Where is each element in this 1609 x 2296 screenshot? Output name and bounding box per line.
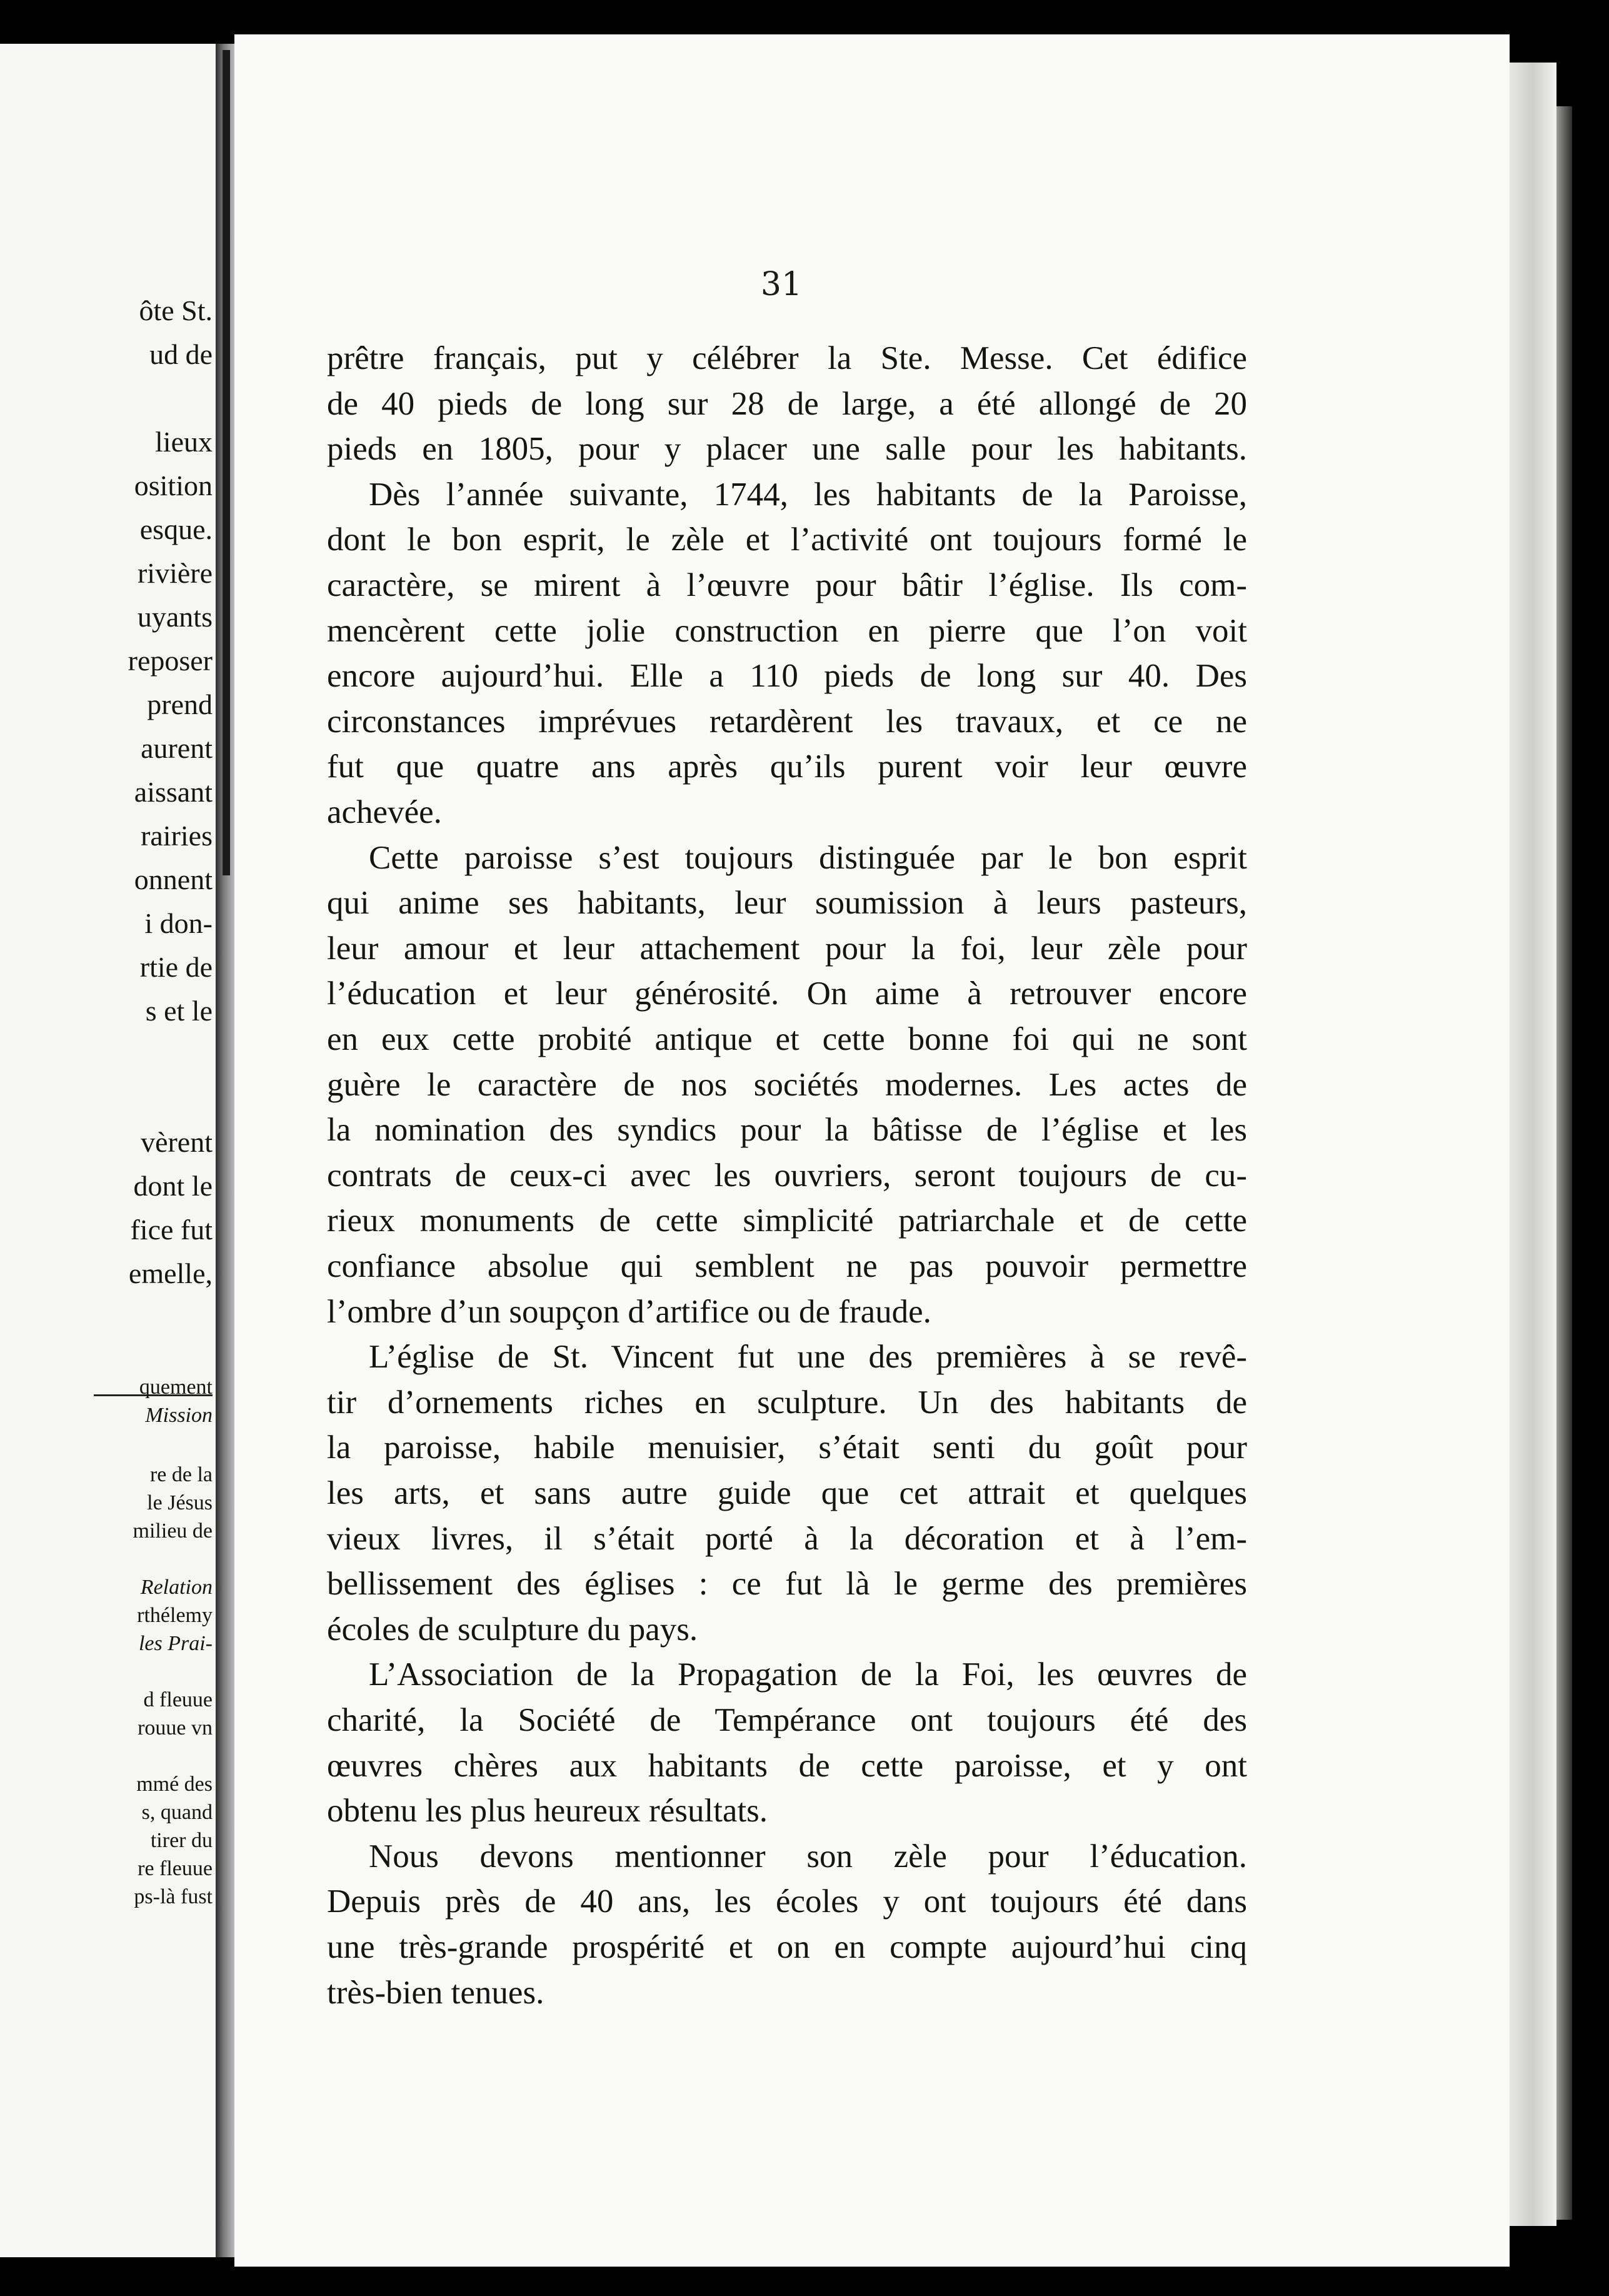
text-line: caractère, se mirent à l’œuvre pour bâtir l’église. Ils com- [327,567,1247,603]
left-page-line: emelle, [128,1257,213,1289]
left-page-line: rivière [137,557,213,589]
text-line: guère le caractère de nos sociétés modernes. Les actes de [327,1066,1247,1103]
text-line: obtenu les plus heureux résultats. [327,1793,768,1830]
text-line: Dès l’année suivante, 1744, les habitants de la Paroisse, [369,476,1247,513]
left-page-line: uyants [137,601,213,633]
left-page-footnote-line: tirer du [150,1829,213,1852]
text-line: Nous devons mentionner son zèle pour l’éducation. [369,1838,1247,1875]
text-line: l’ombre d’un soupçon d’artifice ou de fraude. [327,1293,931,1330]
text-line: de 40 pieds de long sur 28 de large, a été allongé de 20 [327,385,1247,422]
text-line: tir d’ornements riches en sculpture. Un des habitants de [327,1384,1247,1421]
text-line: mencèrent cette jolie construction en pierre que l’on voit [327,612,1247,649]
page-edge-shadow [1556,106,1572,2220]
text-line: une très-grande prospérité et on en compte aujourd’hui cinq [327,1929,1247,1965]
text-line: L’Association de la Propagation de la Foi, les œuvres de [369,1656,1247,1693]
left-page-footnote-line: s, quand [141,1801,213,1824]
left-page-footnote-line: re fleuue [138,1857,213,1880]
left-page-line: fice fut [130,1214,213,1246]
left-page-footnote-line: re de la [149,1463,213,1486]
left-page-line: rtie de [139,951,213,983]
text-line: prêtre français, put y célébrer la Ste. Messe. Cet édifice [327,340,1247,376]
left-page-line: s et le [145,995,213,1027]
text-line: la nomination des syndics pour la bâtisse de l’église et les [327,1112,1247,1149]
spine-shadow [223,50,230,875]
left-page-footnote-line: mmé des [136,1773,213,1796]
text-line: écoles de sculpture du pays. [327,1611,698,1648]
text-line: L’église de St. Vincent fut une des premières à se revê- [369,1339,1247,1376]
left-page-footnote-line: d fleuue [143,1688,213,1711]
text-line: qui anime ses habitants, leur soumission à leurs pasteurs, [327,885,1247,922]
left-page-line: ôte St. [139,295,213,326]
left-page-footnote-line: Mission [145,1404,213,1427]
text-line: Depuis près de 40 ans, les écoles y ont toujours été dans [327,1883,1247,1920]
text-line: œuvres chères aux habitants de cette paroisse, et y ont [327,1747,1247,1784]
text-line: dont le bon esprit, le zèle et l’activité ont toujours formé le [327,521,1247,558]
left-page-footnote-line: les Prai- [138,1632,213,1655]
page-edge [1510,63,1556,2226]
text-line: fut que quatre ans après qu’ils purent voir leur œuvre [327,748,1247,785]
left-page-line: dont le [133,1170,213,1202]
text-line: circonstances imprévues retardèrent les travaux, et ce ne [327,703,1247,740]
text-line: leur amour et leur attachement pour la foi, leur zèle pour [327,930,1247,967]
text-line: bellissement des églises : ce fut là le germe des premières [327,1566,1247,1603]
left-page-line: lieux [155,426,213,458]
text-line: rieux monuments de cette simplicité patriarchale et de cette [327,1202,1247,1239]
text-line: charité, la Société de Tempérance ont toujours été des [327,1702,1247,1738]
left-page-line: osition [134,470,213,501]
text-line: l’éducation et leur générosité. On aime à retrouver encore [327,975,1247,1012]
text-line: les arts, et sans autre guide que cet attrait et quelques [327,1475,1247,1511]
page-number: 31 [760,266,803,303]
left-page-footnote-line: le Jésus [147,1491,213,1514]
text-line: Cette paroisse s’est toujours distinguée par le bon esprit [369,839,1247,876]
left-page-line: i don- [144,907,213,939]
text-line: la paroisse, habile menuisier, s’était senti du goût pour [327,1429,1247,1466]
left-page-line: ud de [149,338,213,370]
left-page-line: aissant [134,776,213,808]
text-line: très-bien tenues. [327,1974,544,2011]
left-page-footnote-line: rthélemy [137,1604,213,1627]
left-page-line: aurent [141,732,213,764]
left-page-line: esque. [139,513,213,545]
left-page-line: vèrent [141,1126,213,1158]
left-page-footnote-line: quement [139,1376,213,1399]
text-line: achevée. [327,794,442,830]
text-line: contrats de ceux-ci avec les ouvriers, seront toujours de cu- [327,1157,1247,1194]
left-page-line: rairies [141,820,213,852]
text-line: pieds en 1805, pour y placer une salle pour les habitants. [327,431,1247,468]
left-page-line: onnent [134,864,213,895]
text-line: encore aujourd’hui. Elle a 110 pieds de long sur 40. Des [327,658,1247,695]
text-line: vieux livres, il s’était porté à la décoration et à l’em- [327,1520,1247,1557]
left-page-footnote-line: rouue vn [138,1716,213,1740]
left-page-line: prend [147,688,213,720]
left-page-footnote-line: Relation [140,1576,213,1599]
left-facing-page [0,44,216,2257]
text-line: en eux cette probité antique et cette bonne foi qui ne sont [327,1021,1247,1057]
left-page-footnote-line: ps-là fust [134,1885,213,1908]
left-page-line: reposer [128,645,213,677]
left-page-footnote-line: milieu de [133,1519,213,1543]
text-line: confiance absolue qui semblent ne pas pouvoir permettre [327,1248,1247,1284]
